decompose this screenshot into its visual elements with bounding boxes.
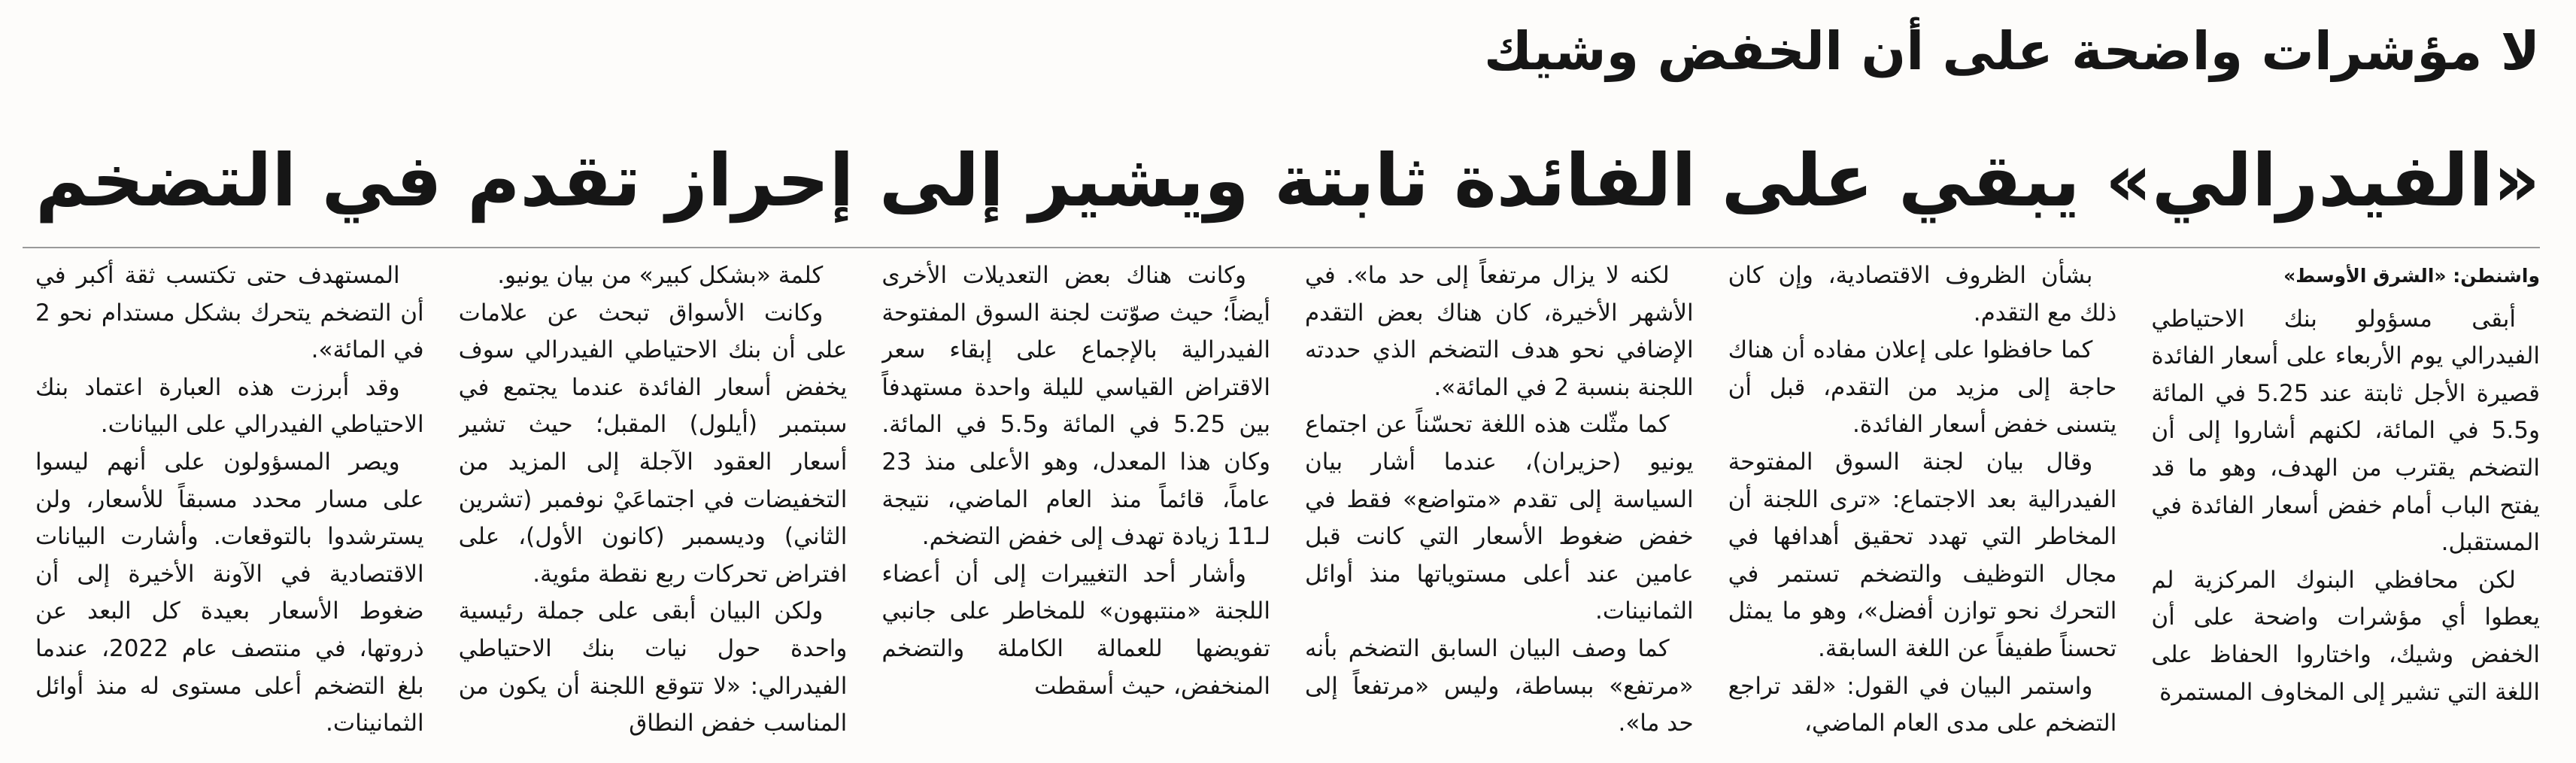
- article-headline: «الفيدرالي» يبقي على الفائدة ثابتة ويشير إلى إحراز تقدم في التضخم: [35, 138, 2540, 223]
- text-column-6: [35, 257, 424, 754]
- paragraph: كما مثّلت هذه اللغة تحسّناً عن اجتماع يونيو (حزيران)، عندما أشار بيان السياسة إلى تقدم «متواضع» فقط في خفض ضغوط الأسعار التي كانت قبل عامين عند أعلى مستوياتها منذ أوائل الثمانينات.: [1304, 411, 1694, 625]
- paragraph: كلمة «بشكل كبير» من بيان يونيو.: [497, 262, 824, 289]
- byline: واشنطن: «الشرق الأوسط»: [2283, 265, 2540, 287]
- paragraph: ويصر المسؤولون على أنهم ليسوا على مسار محدد مسبقاً للأسعار، ولن يسترشدوا بالتوقعات. وأشارت البيانات الاقتصادية في الآونة الأخيرة إلى أن ضغوط الأسعار بعيدة كل البعد عن ذروتها، في منتصف عام 2022، عندما بلغ التضخم أعلى مستوى له منذ أوائل الثمانينات.: [35, 448, 424, 737]
- paragraph: المستهدف حتى تكتسب ثقة أكبر في أن التضخم يتحرك بشكل مستدام نحو 2 في المائة».: [35, 262, 424, 364]
- paragraph: وكانت الأسواق تبحث عن علامات على أن بنك الاحتياطي الفيدرالي سوف يخفض أسعار الفائدة عندما يجتمع في سبتمبر (أيلول) المقبل؛ حيث تشير أسعار العقود الآجلة إلى المزيد من التخفيضات في اجتماعَيْ نوفمبر (تشرين الثاني) وديسمبر (كانون الأول)، على افتراض تحركات ربع نقطة مئوية.: [458, 299, 848, 588]
- text-column-1: [2151, 257, 2540, 754]
- paragraph: وقد أبرزت هذه العبارة اعتماد بنك الاحتياطي الفيدرالي على البيانات.: [35, 373, 424, 439]
- text-column-5: [459, 257, 848, 754]
- paragraph: ولكن البيان أبقى على جملة رئيسية واحدة حول نيات بنك الاحتياطي الفيدرالي: «لا تتوقع اللجنة أن يكون من المناسب خفض النطاق: [458, 597, 848, 737]
- text-column-2: [1728, 257, 2117, 754]
- paragraph: وأشار أحد التغييرات إلى أن أعضاء اللجنة «منتبهون» للمخاطر على جانبي تفويضها للعمالة الكاملة والتضخم المنخفض، حيث أسقطت: [881, 560, 1270, 700]
- paragraph: لكنه لا يزال مرتفعاً إلى حد ما». في الأشهر الأخيرة، كان هناك بعض التقدم الإضافي نحو هدف التضخم الذي حددته اللجنة بنسبة 2 في المائة».: [1304, 262, 1694, 401]
- article-kicker: لا مؤشرات واضحة على أن الخفض وشيك: [1484, 20, 2540, 82]
- text-column-4: [881, 257, 1270, 754]
- text-column-3: [1305, 257, 1694, 754]
- paragraph: كما حافظوا على إعلان مفاده أن هناك حاجة إلى مزيد من التقدم، قبل أن يتسنى خفض أسعار الفائدة.: [1728, 336, 2117, 439]
- paragraph: وكانت هناك بعض التعديلات الأخرى أيضاً؛ حيث صوّتت لجنة السوق المفتوحة الفيدرالية بالإجماع على إبقاء سعر الاقتراض القياسي لليلة واحدة مستهدفاً بين 5.25 في المائة و5.5 في المائة. وكان هذا المعدل، وهو الأعلى منذ 23 عاماً، قائماً منذ العام الماضي، نتيجة لـ11 زيادة تهدف إلى خفض التضخم.: [881, 262, 1270, 551]
- article-body: [35, 257, 2540, 754]
- paragraph: أبقى مسؤولو بنك الاحتياطي الفيدرالي يوم الأربعاء على أسعار الفائدة قصيرة الأجل ثابتة عند 5.25 في المائة و5.5 في المائة، لكنهم أشاروا إلى أن التضخم يقترب من الهدف، وهو ما قد يفتح الباب أمام خفض أسعار الفائدة في المستقبل.: [2151, 305, 2540, 557]
- paragraph: كما وصف البيان السابق التضخم بأنه «مرتفع» ببساطة، وليس «مرتفعاً إلى حد ما».: [1304, 634, 1694, 737]
- paragraph: وقال بيان لجنة السوق المفتوحة الفيدرالية بعد الاجتماع: «ترى اللجنة أن المخاطر التي تهدد تحقيق أهدافها في مجال التوظيف والتضخم تستمر في التحرك نحو توازن أفضل»، وهو ما يمثل تحسناً طفيفاً عن اللغة السابقة.: [1728, 448, 2117, 662]
- paragraph: بشأن الظروف الاقتصادية، وإن كان ذلك مع التقدم.: [1728, 262, 2117, 327]
- paragraph: واستمر البيان في القول: «لقد تراجع التضخم على مدى العام الماضي،: [1728, 672, 2117, 737]
- headline-divider: [23, 247, 2540, 248]
- paragraph: لكن محافظي البنوك المركزية لم يعطوا أي مؤشرات واضحة على أن الخفض وشيك، واختاروا الحفاظ على اللغة التي تشير إلى المخاوف المستمرة: [2151, 566, 2540, 706]
